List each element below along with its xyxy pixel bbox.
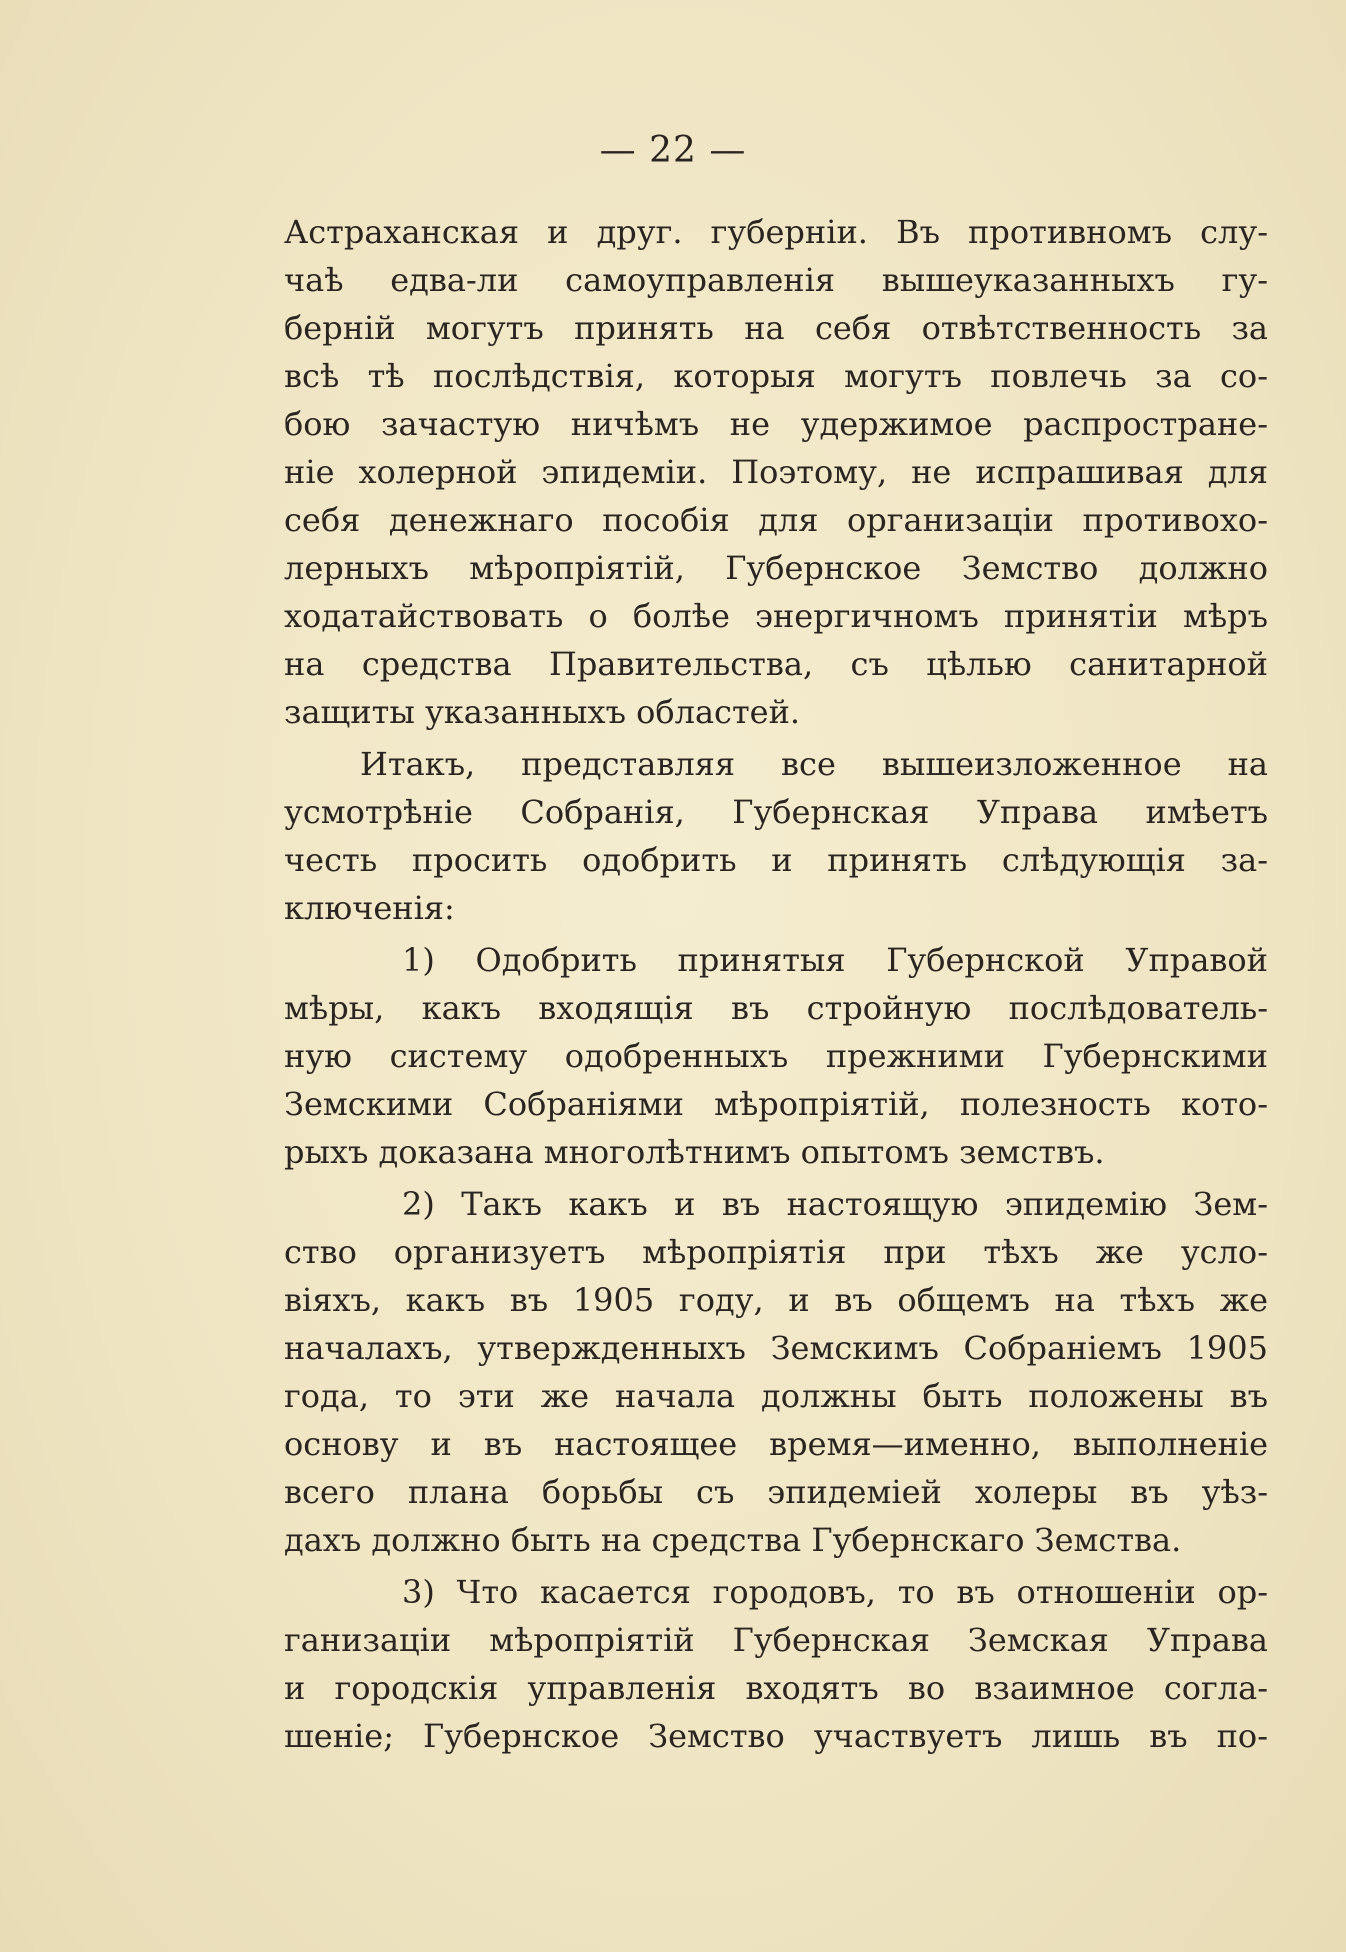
text-line: берній могутъ принять на себя отвѣтственность за [284,309,1268,347]
text-line: Итакъ, представляя все вышеизложенное на [360,745,1268,783]
text-line: ство организуетъ мѣропріятія при тѣхъ же усло- [284,1233,1268,1271]
text-line: шеніе; Губернское Земство участвуетъ лишь въ по- [284,1717,1268,1755]
text-line: и городскія управленія входятъ во взаимное согла- [284,1669,1268,1707]
text-line: дахъ должно быть на средства Губернскаго Земства. [284,1521,1182,1559]
text-line: рыхъ доказана многолѣтнимъ опытомъ земствъ. [284,1133,1105,1171]
text-line: основу и въ настоящее время—именно, выполненіе [284,1425,1268,1463]
text-line: ганизаціи мѣропріятій Губернская Земская Управа [284,1621,1268,1659]
text-line: на средства Правительства, съ цѣлью санитарной [284,645,1268,683]
text-line: 3) Что касается городовъ, то въ отношеніи ор- [402,1573,1268,1611]
text-line: ніе холерной эпидеміи. Поэтому, не испрашивая для [284,453,1268,491]
text-line: лерныхъ мѣропріятій, Губернское Земство должно [284,549,1268,587]
text-line: мѣры, какъ входящія въ стройную послѣдователь- [284,989,1268,1027]
text-line: Астраханская и друг. губерніи. Въ противномъ слу- [284,213,1268,251]
text-line: чаѣ едва-ли самоуправленія вышеуказанныхъ гу- [284,261,1268,299]
paragraph-3 [284,936,1268,1176]
paragraph-5 [284,1568,1268,1760]
text-line: Земскими Собраніями мѣропріятій, полезность кото- [284,1085,1268,1123]
text-line: ную систему одобренныхъ прежними Губернскими [284,1037,1268,1075]
text-line: всего плана борьбы съ эпидеміей холеры въ уѣз- [284,1473,1268,1511]
text-line: началахъ, утвержденныхъ Земскимъ Собраніемъ 1905 [284,1329,1268,1367]
page-number: — 22 — [599,130,747,171]
text-line: 2) Такъ какъ и въ настоящую эпидемію Зем- [402,1185,1268,1223]
text-line: бою зачастую ничѣмъ не удержимое распростране- [284,405,1268,443]
text-line: ключенія: [284,889,455,927]
text-line: усмотрѣніе Собранія, Губернская Управа имѣетъ [284,793,1268,831]
text-line: 1) Одобрить принятыя Губернской Управой [402,941,1268,979]
text-line: защиты указанныхъ областей. [284,693,801,731]
text-line: всѣ тѣ послѣдствія, которыя могутъ повлечь за со- [284,357,1268,395]
text-line: ходатайствовать о болѣе энергичномъ принятіи мѣръ [284,597,1268,635]
body-text [284,208,1268,1764]
text-line: года, то эти же начала должны быть положены въ [284,1377,1268,1415]
paragraph-4 [284,1180,1268,1564]
text-line: віяхъ, какъ въ 1905 году, и въ общемъ на тѣхъ же [284,1281,1268,1319]
text-line: себя денежнаго пособія для организаціи противохо- [284,501,1268,539]
paragraph-2 [284,740,1268,932]
paragraph-1 [284,208,1268,736]
text-line: честь просить одобрить и принять слѣдующія за- [284,841,1268,879]
